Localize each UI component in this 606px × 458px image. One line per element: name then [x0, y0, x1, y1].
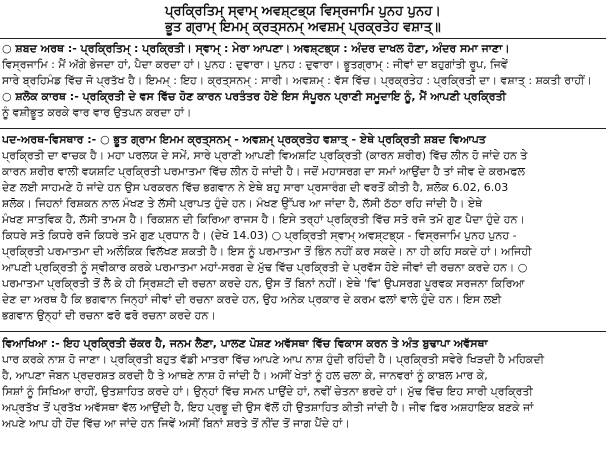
detail-line: ਦੇਣ ਲਈ ਸਾਹਮਣੇ ਹੋ ਜਾਂਦੇ ਹਨ ਉਸ ਪਰਕਰਨ ਵਿੱਚ ਭਗਵਾਨ ਨੇ ਏਥੇ ਬਹੁ ਸਾਰਾ ਪ੍ਰਸਾਰੰਗ ਦੀ ਵਰਤੋਂ ਕੀਤੀ ਹੈ, ਸ਼ਲੋਕ 6.02, 6.03	[2, 181, 509, 194]
detail-line: ਦੇਣ ਦਾ ਅਰਥ ਹੈ ਕਿ ਭਗਵਾਨ ਜਿਨ੍ਹਾਂ ਜੀਵਾਂ ਦੀ ਰਚਨਾ ਕਰਦੇ ਹਨ, ਉਹ ਅਨੇਕ ਪ੍ਰਕਾਰ ਦੇ ਕਰਮ ਫਲਾਂ ਵਾਲੇ ਹੁੰਦੇ ਹਨ। ਇਸ ਲਈ	[2, 293, 502, 306]
explanation-line: ਵਿਆਖਿਆ :- ਇਹ ਪ੍ਰਕ੍ਰਿਤੀ ਚੱਕਰ ਹੈ, ਜਨਮ ਲੈਣਾ, ਪਾਲਣ ਪੋਸ਼ਣ ਅਵੱਸਥਾ ਵਿੱਚ ਵਿਕਾਸ ਕਰਨ ਤੇ ਅੰਤ ਬੁਢਾਪਾ ਅਵੱਸਥਾ	[2, 337, 488, 350]
detail-line: ਕਿਧਰੇ ਸਤੋ ਕਿਧਰੇ ਰਜੋ ਕਿਧਰੇ ਤਮੋ ਗੁਣ ਪ੍ਰਧਾਨ ਹੈ। (ਦੇਖੋ 14.03) ○ ਪ੍ਰਕ੍ਰਿਤੀ ਸ੍ਵਾਮ੍ ਅਵਸ਼੍ਟਭ੍ਯ - ਵਿਸ੍ਰਜਾਮਿ ਪੁਨਹ ਪੁਨਹ -	[2, 229, 517, 242]
detail-line: ਭਗਵਾਨ ਉਨ੍ਹਾਂ ਦੀ ਰਚਨਾ ਫਰੋ ਫਰੋ ਰਚਨਾ ਕਰਦੇ ਹਨ।	[2, 309, 216, 322]
section-divider	[0, 38, 606, 39]
word-meaning-line: ○ ਸ਼ਬਦ ਅਰਥ :- ਪ੍ਰਕ੍ਰਿਤਿਮ੍ : ਪ੍ਰਕ੍ਰਿਤੀ। ਸ੍ਵਾਮ੍ : ਮੇਰਾ ਆਪਣਾ। ਅਵਸ਼੍ਟਭ੍ਯ : ਅੰਦਰ ਦਾਖਲ ਹੋਣਾ, ਅੰਦਰ ਸਮਾ ਜਾਣਾ।	[2, 42, 510, 55]
verse-title-line-2: ਭੂਤ ਗ੍ਰਾਮ੍ ਇਮਮ੍ ਕ੍ਰਤ੍ਸਨਮ੍ ਅਵਸ਼ਮ੍ ਪ੍ਰਕ੍ਰਤੇਹ ਵਸ਼ਾਤ੍॥	[165, 20, 441, 35]
word-meaning-line: ਵਿਸ੍ਰਜਾਮਿ : ਮੈਂ ਅੱਗੇ ਭੇਜਦਾ ਹਾਂ, ਪੈਦਾ ਕਰਦਾ ਹਾਂ। ਪੁਨਹ : ਦੁਵਾਰਾ। ਪੁਨਹ : ਦੁਵਾਰਾ। ਭੂਤਗ੍ਰਾਮ੍ : ਜੀਵਾਂ ਦਾ ਬਹੁਗਾਂਤੀ ਰੂਪ, ਜਿਵੇਂ	[2, 58, 508, 71]
explanation-line: ਅਪ੍ਰਤੱਖ ਤੋਂ ਪ੍ਰਤੱਖ ਅਵੱਸਥਾ ਵੱਲ ਆਉਂਦੀ ਹੈ, ਇਹ ਪ੍ਰਭੂ ਦੀ ਉਸ ਵੱਲੋਂ ਹੀ ਉਤਸ਼ਾਹਿਤ ਕੀਤੀ ਜਾਂਦੀ ਹੈ। ਜੀਵ ਫਿਰ ਅਸ਼ਹਾਇਕ ਬਣਕੇ ਜਾਂ	[2, 401, 534, 414]
word-meaning-line: ਸਾਰੇ ਬ੍ਰਹਿਮੰਡ ਵਿੱਚ ਜੋ ਪ੍ਰਤੱਖ ਹੈ। ਇਮਮ੍ : ਇਹ। ਕ੍ਰਤ੍ਸਨਮ੍ : ਸਾਰੀ। ਅਵਸ਼ਮ੍ : ਵੱਸ ਵਿੱਚ। ਪ੍ਰਕ੍ਰਤੇਹ : ਪ੍ਰਕ੍ਰਿਤੀ ਦਾ। ਵਸ਼ਾਤ੍ : ਸ਼ਕਤੀ ਰਾਹੀਂ।	[2, 74, 592, 87]
section-divider	[0, 128, 606, 129]
detail-line: ਸ਼ਲੋਕ। ਜਿਹਨਾਂ ਰਿਸ਼ਕਨ ਨਾਲ ਮੰਖਣ ਤੇ ਲੱਸੀ ਪ੍ਰਾਪਤ ਹੁੰਦੇ ਹਨ। ਮੰਖਣ ਉੱਪਰ ਆ ਜਾਂਦਾ ਹੈ, ਲੱਸੀ ਠੱਠਾ ਰਹਿ ਜਾਂਦੀ ਹੈ। ਏਥੇ	[2, 197, 483, 210]
explanation-line: ਸਿਸ਼ਾਂ ਨੂੰ ਸਿਖਿਆ ਰਾਹੀਂ, ਉਤਸ਼ਾਹਿਤ ਕਰਦੇ ਹਾਂ। ਉਨ੍ਹਾਂ ਵਿੱਚ ਸਮਨ ਪਾਉਂਦੇ ਹਾਂ, ਨਵੀਂ ਚੇਤਨਾ ਭਰਦੇ ਹਾਂ। ਮੁੱਢ ਵਿੱਚ ਇਹ ਸਾਰੀ ਪ੍ਰਕ੍ਰਿਤੀ	[2, 385, 533, 398]
verse-title-line-1: ਪ੍ਰਕ੍ਰਿਤਿਮ੍ ਸ੍ਵਾਮ੍ ਅਵਸ਼੍ਟਭ੍ਯ ਵਿਸ੍ਰਜਾਮਿ ਪੁਨਹ ਪੁਨਹ।	[165, 4, 441, 19]
detail-line: ਪਰਮਾਤਮਾ ਪ੍ਰਕ੍ਰਿਤੀ ਤੋਂ ਲੈ ਕੇ ਹੀ ਸ੍ਰਿਸ਼ਟੀ ਦੀ ਰਚਨਾ ਕਰਦੇ ਹਨ, ਉਸ ਤੋਂ ਬਿਨਾਂ ਨਹੀਂ। ਏਥੇ 'ਵਿ' ਉਪਸਰਗ ਪੂਰਵਕ ਸਰਜਨਾ ਕਿਰਿਆ	[2, 277, 525, 290]
detail-line: ਪ੍ਰਕ੍ਰਿਤੀ ਪਰਮਾਤਮਾ ਦੀ ਅਲੌਕਿਕ ਵਿਲੱਖਣ ਸ਼ਕਤੀ ਹੈ। ਇਸ ਨੂੰ ਪਰਮਾਤਮਾ ਤੋਂ ਭਿੰਨ ਨਹੀਂ ਕਰ ਸਕਦੇ। ਨਾ ਹੀ ਕਹਿ ਸਕਦੇ ਹਾਂ। ਅਜਿਹੀ	[2, 245, 532, 258]
detail-line: ਪਦ-ਅਰਥ-ਵਿਸਥਾਰ :- ○ ਭੂਤ ਗ੍ਰਾਮ ਇਮਮ ਕ੍ਰਤ੍ਸਨਮ੍ - ਅਵਸ਼ਮ੍ ਪ੍ਰਕ੍ਰਤੇਹ ਵਸ਼ਾਤ੍ - ਏਥੇ ਪ੍ਰਕ੍ਰਿਤੀ ਸ਼ਬਦ ਵਿਆਪਤ	[2, 133, 486, 146]
detail-line: ਮੰਖਣ ਸਾਤਵਿਕ ਹੈ, ਲੱਸੀ ਤਾਮਸ ਹੈ। ਰਿਕਸ਼ਨ ਦੀ ਕਿਰਿਆ ਰਾਜਸ ਹੈ। ਇਸੇ ਤਰ੍ਹਾਂ ਪ੍ਰਕ੍ਰਿਤੀ ਵਿੱਚ ਸਤੋ ਰਜੋ ਤਮੋ ਗੁਣ ਪੈਦਾ ਹੁੰਦੇ ਹਨ।	[2, 213, 525, 226]
verse-meaning-line: ਨੂੰ ਵਸ਼ੀਭੂਤ ਕਰਕੇ ਵਾਰ ਵਾਰ ਉਤਪਨ ਕਰਦਾ ਹਾਂ।	[2, 106, 192, 119]
explanation-line: ਅਪਣੇ ਆਪ ਹੀ ਹੋਂਦ ਵਿੱਚ ਆ ਜਾਂਦੇ ਹਨ ਜਿਵੇਂ ਅਸੀਂ ਬਿਨਾਂ ਸ਼ਰਤੇ ਤੋਂ ਨੀਂਦ ਤੋਂ ਜਾਗ ਪੈਂਦੇ ਹਾਂ।	[2, 417, 350, 430]
detail-line: ਕਾਰਨ ਸ਼ਰੀਰ ਵਾਲੀ ਵਯਸ਼ਟਿ ਪ੍ਰਕ੍ਰਿਤੀ ਪਰਮਾਤਮਾ ਵਿੱਚ ਲੀਨ ਹੋ ਜਾਂਦੀ ਹੈ। ਜਦੋਂ ਮਹਾਸਰਗ ਦਾ ਸਮਾਂ ਆਉਂਦਾ ਹੈ ਤਾਂ ਜੀਵ ਦੇ ਕਰਮਫਲ	[2, 165, 525, 178]
explanation-line: ਹੈ, ਆਪਣਾ ਜੋਬਨ ਪ੍ਰਦਰਸ਼ਤ ਕਰਦੀ ਹੈ ਤੇ ਆਥਣੇ ਨਾਸ਼ ਹੋ ਜਾਂਦੀ ਹੈ। ਅਸੀਂ ਖੇਤਾਂ ਨੂੰ ਹਲ ਚਲਾ ਕੇ, ਜਾਨਵਰਾਂ ਨੂੰ ਕਾਬਲ ਮਾਰ ਕੇ,	[2, 369, 488, 382]
verse-meaning-line: ○ ਸ਼ਲੋਕ ਕਾਰਥ :- ਪ੍ਰਕ੍ਰਿਤੀ ਦੇ ਵਸ ਵਿੱਚ ਹੋਣ ਕਾਰਨ ਪਰਤੰਤਰ ਹੋਏ ਇਸ ਸੰਪੂਰਨ ਪ੍ਰਾਣੀ ਸਮੂਦਾਇ ਨੂੰ, ਮੈਂ ਆਪਣੀ ਪ੍ਰਕ੍ਰਿਤੀ	[2, 90, 506, 103]
detail-line: ਪ੍ਰਕ੍ਰਿਤੀ ਦਾ ਵਾਚਕ ਹੈ। ਮਹਾ ਪਰਲਯ ਦੇ ਸਮੇਂ, ਸਾਰੇ ਪ੍ਰਾਣੀ ਆਪਣੀ ਵਿਅਸ਼ਟਿ ਪ੍ਰਕ੍ਰਿਤੀ (ਕਾਰਨ ਸ਼ਰੀਰ) ਵਿੱਚ ਲੀਨ ਹੋ ਜਾਂਦੇ ਹਨ ਤੇ	[2, 149, 528, 162]
detail-line: ਆਪਣੀ ਪ੍ਰਕ੍ਰਿਤੀ ਨੂੰ ਸ੍ਵੀਕਾਰ ਕਰਕੇ ਪਰਮਾਤਮਾ ਮਹਾਂ-ਸਰਗ ਦੇ ਮੁੱਢ ਵਿੱਚ ਪ੍ਰਕ੍ਰਿਤੀ ਦੇ ਪ੍ਰਵੱਸ ਹੋਏ ਜੀਵਾਂ ਦੀ ਰਚਨਾ ਕਰਦੇ ਹਨ। ○	[2, 261, 528, 274]
explanation-line: ਪਾਰ ਕਰਕੇ ਨਾਸ਼ ਹੋ ਜਾਣਾ। ਪ੍ਰਕ੍ਰਿਤੀ ਬਹੁਤ ਵੱਡੀ ਮਾਤਰਾ ਵਿੱਚ ਆਪਣੇ ਆਪ ਨਾਸ਼ ਹੁੰਦੀ ਰਹਿੰਦੀ ਹੈ। ਪ੍ਰਕ੍ਰਿਤੀ ਸਵੇਰੇ ਖਿੜਦੀ ਹੈ ਮਹਿਕਦੀ	[2, 353, 545, 366]
section-divider	[0, 331, 606, 332]
